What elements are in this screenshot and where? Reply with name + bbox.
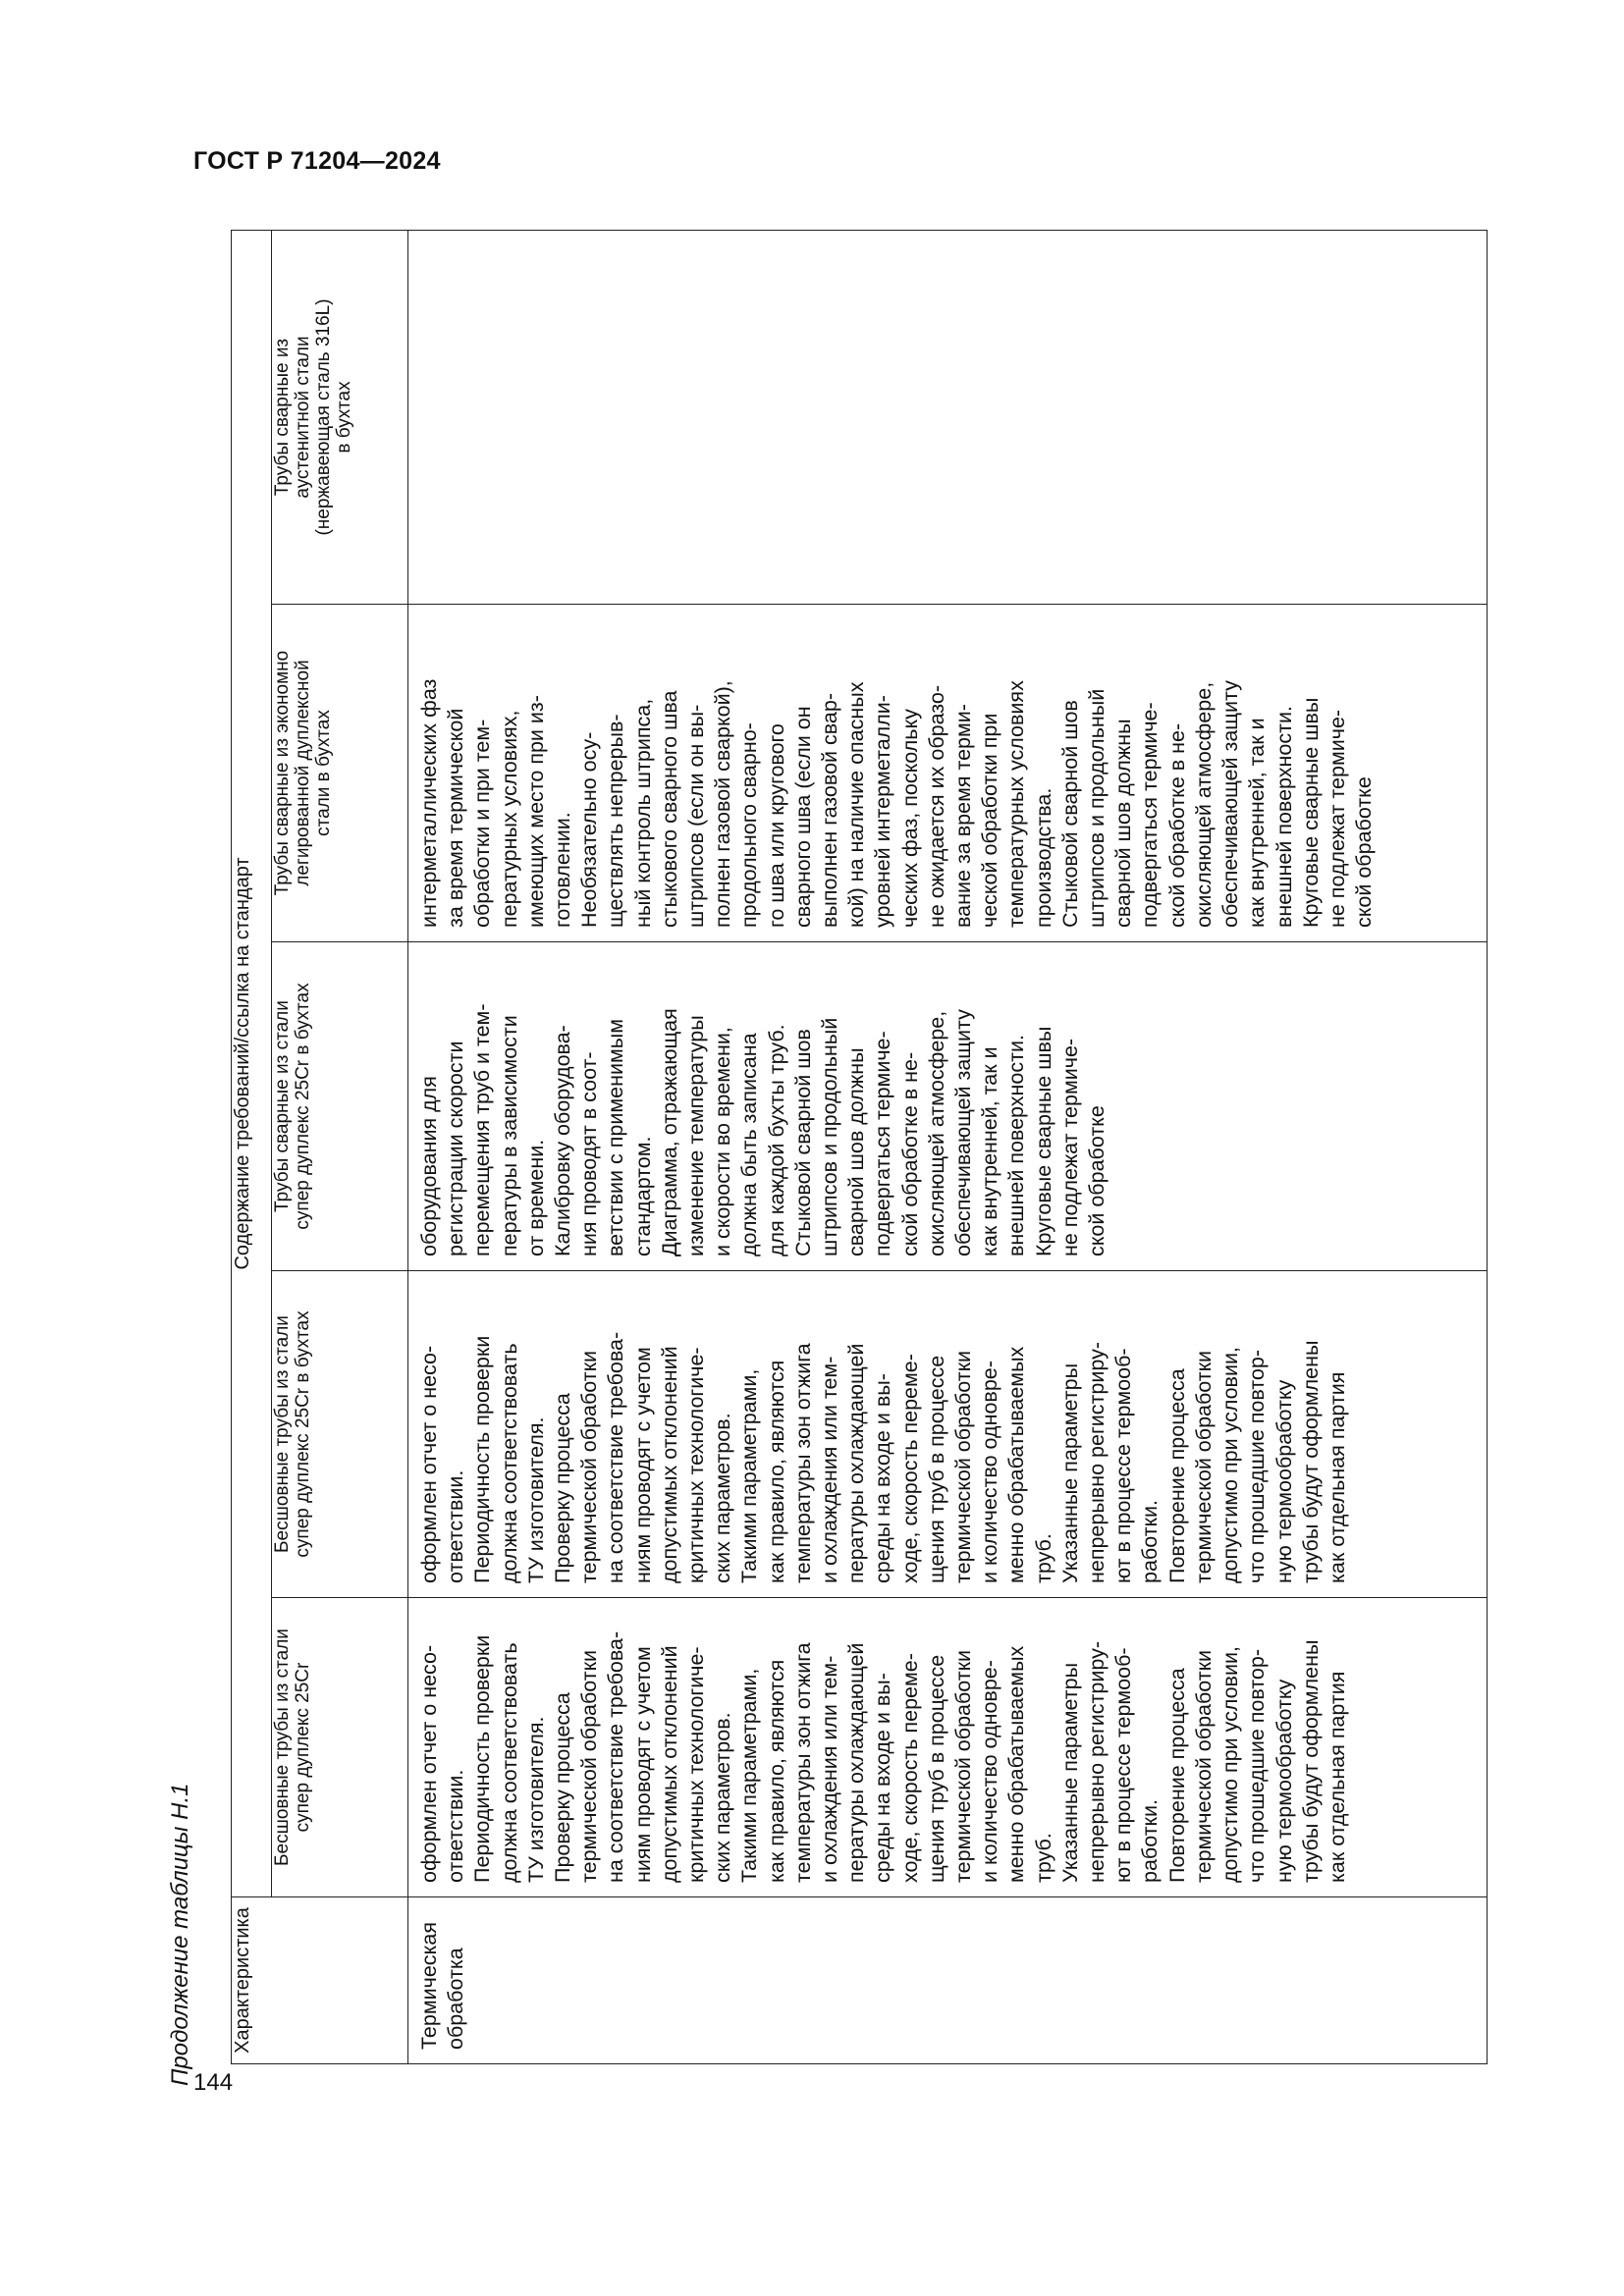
cell-line: ную термообработку	[1272, 1379, 1296, 1583]
cell-line: менно обрабатываемых	[1004, 1346, 1029, 1583]
cell-line: как отдельная партия	[1325, 1671, 1349, 1883]
cell-line: среды на входе и вы-	[871, 1673, 895, 1883]
cell-line: пературы охлаждающей	[844, 1343, 869, 1583]
header-col-1	[272, 1598, 408, 1897]
cell-line: Круговые сварные швы	[1031, 1026, 1056, 1256]
cell-line: ную термообработку	[1272, 1679, 1296, 1883]
cell-line: обеспечивающей защиту	[1218, 680, 1243, 928]
cell-line: Калибровку оборудова-	[551, 1025, 575, 1256]
cell-line: го шва или кругового	[764, 723, 788, 928]
cell-line: термической обработки	[577, 1649, 602, 1883]
cell-line: штрипсов (если он вы-	[684, 704, 709, 928]
header-line: стали в бухтах	[313, 710, 334, 836]
cell-line: на соответствие требова-	[604, 1331, 628, 1583]
cell-line: температурных условиях	[1004, 680, 1029, 928]
cell-line: уровней интерметалли-	[871, 695, 895, 928]
cell-line: непрерывно регистриру-	[1085, 1641, 1110, 1883]
cell-line: и количество одновре-	[978, 1361, 1002, 1583]
cell-line: за время термической	[444, 708, 468, 928]
cell-line: ют в процессе термооб-	[1111, 1647, 1136, 1883]
header-line: легированной дуплексной	[293, 660, 313, 886]
cell-line: штрипсов и продольный	[1085, 688, 1110, 928]
cell-line: что прошедшие повтор-	[1245, 1350, 1270, 1583]
header-line: Трубы сварные из экономно	[272, 650, 293, 896]
cell-line: Термическая	[417, 1921, 441, 2050]
cell-line: непрерывно регистриру-	[1085, 1342, 1110, 1583]
cell-line: трубы будут оформлены	[1298, 1340, 1323, 1583]
cell-line: штрипсов и продольный	[818, 1017, 842, 1256]
cell-col-3	[408, 942, 1488, 1271]
cell-line: ской обработке	[1085, 1105, 1110, 1256]
cell-line: среды на входе и вы-	[871, 1373, 895, 1583]
cell-line: обработка	[444, 1948, 468, 2050]
cell-line: Необязательно осу-	[577, 731, 602, 928]
cell-line: термической обработки	[577, 1350, 602, 1583]
cell-line: ской обработке в не-	[897, 1051, 922, 1256]
cell-line: окисляющей атмосфере,	[924, 1010, 948, 1256]
cell-line: ской обработке	[1352, 776, 1377, 928]
cell-line: допустимо при условии,	[1218, 1646, 1243, 1883]
header-line: супер дуплекс 25Cr в бухтах	[293, 1310, 313, 1558]
cell-line: Указанные параметры	[1057, 1362, 1082, 1583]
cell-col-1	[408, 1598, 1488, 1897]
cell-line: интерметаллических фаз	[417, 678, 441, 928]
cell-line: ТУ изготовителя.	[523, 1716, 548, 1883]
cell-line: ют в процессе термооб-	[1111, 1348, 1136, 1583]
cell-line: труб.	[1031, 1533, 1056, 1583]
cell-line: трубы будут оформлены	[1298, 1639, 1323, 1883]
cell-col-4	[408, 605, 1488, 942]
cell-line: температуры зон отжига	[790, 1642, 815, 1883]
cell-line: критичных технологиче-	[684, 1347, 709, 1583]
cell-line: термической обработки	[1191, 1649, 1216, 1883]
cell-line: ходе, скорость переме-	[897, 1354, 922, 1583]
cell-line: как правило, являются	[764, 1659, 788, 1883]
cell-line: стыкового сварного шва	[657, 690, 681, 928]
header-line: супер дуплекс 25Cr	[293, 1662, 313, 1833]
column-header-row	[272, 230, 408, 2063]
rotated-table-area	[167, 231, 1488, 2086]
cell-line: пературы охлаждающей	[844, 1642, 869, 1883]
cell-line: ских параметров.	[711, 1712, 735, 1883]
cell-line: сварной шов должны	[1111, 719, 1136, 928]
cell-line: Такими параметрами,	[737, 1668, 762, 1883]
header-line: (нержавеющая сталь 316L)	[313, 298, 334, 536]
cell-line: оформлен отчет о несо-	[417, 1644, 441, 1883]
cell-line: Периодичность проверки	[470, 1335, 495, 1583]
cell-line: ходе, скорость переме-	[897, 1653, 922, 1883]
cell-line: внешней поверхности.	[1004, 1035, 1029, 1256]
cell-line: и охлаждения или тем-	[818, 1655, 842, 1883]
cell-characteristic	[408, 1897, 1488, 2064]
cell-line: изменение температуры	[684, 1015, 709, 1256]
header-line: аустенитной стали	[293, 336, 313, 499]
cell-line: щения труб в процессе	[924, 1355, 948, 1583]
cell-line: регистрации скорости	[444, 1041, 468, 1256]
cell-line: работки.	[1138, 1500, 1163, 1583]
page-number: 144	[193, 2069, 234, 2096]
cell-line: ТУ изготовителя.	[523, 1416, 548, 1583]
header-characteristic: Характеристика	[232, 1897, 408, 2064]
header-line: в бухтах	[334, 381, 354, 454]
cell-line: Стыковой сварной шов	[790, 1029, 815, 1256]
cell-line: полнен газовой сваркой),	[711, 680, 735, 928]
cell-line: продольного сварно-	[737, 722, 762, 928]
cell-line: ниям проводят с учетом	[630, 1347, 655, 1583]
cell-line: как внутренней, так и	[1245, 718, 1270, 928]
cell-line: обработки и при тем-	[470, 719, 495, 928]
cell-line: ветствии с применимым	[604, 1018, 628, 1256]
cell-line: и охлаждения или тем-	[818, 1356, 842, 1583]
header-line: Бесшовные трубы из стали	[272, 1315, 293, 1553]
cell-line: Повторение процесса	[1164, 1668, 1189, 1883]
cell-line: ческой обработки при	[978, 713, 1002, 928]
cell-line: Стыковой сварной шов	[1057, 700, 1082, 928]
cell-line: щения труб в процессе	[924, 1654, 948, 1883]
cell-line: от времени.	[523, 1139, 548, 1256]
cell-line: имеющих место при из-	[523, 695, 548, 928]
cell-line: и количество одновре-	[978, 1660, 1002, 1883]
cell-line: оборудования для	[417, 1076, 441, 1256]
cell-line: пературных условиях,	[497, 710, 521, 928]
cell-line: как отдельная партия	[1325, 1371, 1349, 1583]
cell-line: окисляющей атмосфере,	[1191, 681, 1216, 928]
cell-line: подвергаться термиче-	[871, 1031, 895, 1256]
header-col-2	[272, 1271, 408, 1598]
cell-line: не ожидается их образо-	[924, 684, 948, 928]
cell-line: стандартом.	[630, 1136, 655, 1256]
cell-line: должна соответствовать	[497, 1642, 521, 1883]
cell-line: сварной шов должны	[844, 1047, 869, 1256]
cell-line: кой) на наличие опасных	[844, 681, 869, 928]
cell-line: подвергаться термиче-	[1138, 702, 1163, 928]
cell-line: термической обработки	[951, 1649, 976, 1883]
cell-line: что прошедшие повтор-	[1245, 1649, 1270, 1883]
cell-col-5	[408, 230, 1488, 604]
group-header-row	[232, 230, 272, 2063]
cell-line: термической обработки	[951, 1350, 976, 1583]
header-line: супер дуплекс 25Cr в бухтах	[293, 983, 313, 1230]
cell-line: ской обработке в не-	[1164, 722, 1189, 928]
cell-line: сварного шва (если он	[790, 706, 815, 928]
cell-line: Указанные параметры	[1057, 1662, 1082, 1883]
cell-line: как правило, являются	[764, 1360, 788, 1583]
header-line: Трубы сварные из стали	[272, 1000, 293, 1212]
cell-line: термической обработки	[1191, 1350, 1216, 1583]
cell-line: ниям проводят с учетом	[630, 1646, 655, 1883]
cell-line: ских параметров.	[711, 1413, 735, 1583]
requirements-table	[231, 230, 1488, 2064]
cell-line: как внутренней, так и	[978, 1046, 1002, 1256]
cell-line: работки.	[1138, 1799, 1163, 1883]
cell-line: ный контроль штрипса,	[630, 698, 655, 928]
cell-line: менно обрабатываемых	[1004, 1645, 1029, 1883]
cell-line: ния проводят в соот-	[577, 1051, 602, 1256]
cell-line: выполнен газовой свар-	[818, 692, 842, 928]
cell-line: внешней поверхности.	[1272, 706, 1296, 928]
cell-line: ответствии.	[444, 1769, 468, 1883]
cell-line: оформлен отчет о несо-	[417, 1345, 441, 1583]
header-line: Трубы сварные из	[272, 338, 293, 497]
cell-line: Такими параметрами,	[737, 1368, 762, 1583]
header-col-3	[272, 942, 408, 1271]
cell-line: на соответствие требова-	[604, 1630, 628, 1883]
cell-line: температуры зон отжига	[790, 1343, 815, 1583]
cell-line: Повторение процесса	[1164, 1368, 1189, 1583]
cell-line: должна соответствовать	[497, 1343, 521, 1583]
table-row	[408, 230, 1488, 2063]
cell-line: должна быть записана	[737, 1033, 762, 1256]
cell-line: Периодичность проверки	[470, 1634, 495, 1883]
cell-line: перемещения труб и тем-	[470, 1003, 495, 1256]
cell-line: Проверку процесса	[551, 1393, 575, 1583]
cell-col-2	[408, 1271, 1488, 1598]
cell-line: обеспечивающей защиту	[951, 1009, 976, 1256]
header-group: Содержание требований/ссылка на стандарт	[232, 230, 272, 1896]
cell-line: производства.	[1031, 787, 1056, 928]
cell-line: пературы в зависимости	[497, 1015, 521, 1256]
cell-line: для каждой бухты труб.	[764, 1024, 788, 1256]
cell-line: ческих фаз, поскольку	[897, 709, 922, 928]
cell-line: допустимых отклонений	[657, 1346, 681, 1583]
cell-line: Проверку процесса	[551, 1692, 575, 1883]
cell-line: допустимых отклонений	[657, 1645, 681, 1883]
cell-line: и скорости во времени,	[711, 1027, 735, 1256]
cell-line: ответствии.	[444, 1469, 468, 1583]
header-line: Бесшовные трубы из стали	[272, 1629, 293, 1866]
cell-line: труб.	[1031, 1833, 1056, 1883]
cell-line: допустимо при условии,	[1218, 1347, 1243, 1583]
header-col-4	[272, 605, 408, 942]
cell-line: не подлежат термиче-	[1057, 1038, 1082, 1256]
cell-line: Круговые сварные швы	[1298, 697, 1323, 928]
cell-line: критичных технологиче-	[684, 1646, 709, 1883]
cell-line: ществлять непрерыв-	[604, 714, 628, 928]
cell-line: вание за время терми-	[951, 704, 976, 928]
document-header: ГОСТ Р 71204—2024	[193, 147, 441, 175]
header-col-5	[272, 230, 408, 604]
cell-line: не подлежат термиче-	[1325, 709, 1349, 928]
cell-line: Диаграмма, отражающая	[657, 1008, 681, 1256]
table-caption: Продолжение таблицы Н.1	[167, 1783, 193, 2086]
cell-line: готовлении.	[551, 812, 575, 928]
